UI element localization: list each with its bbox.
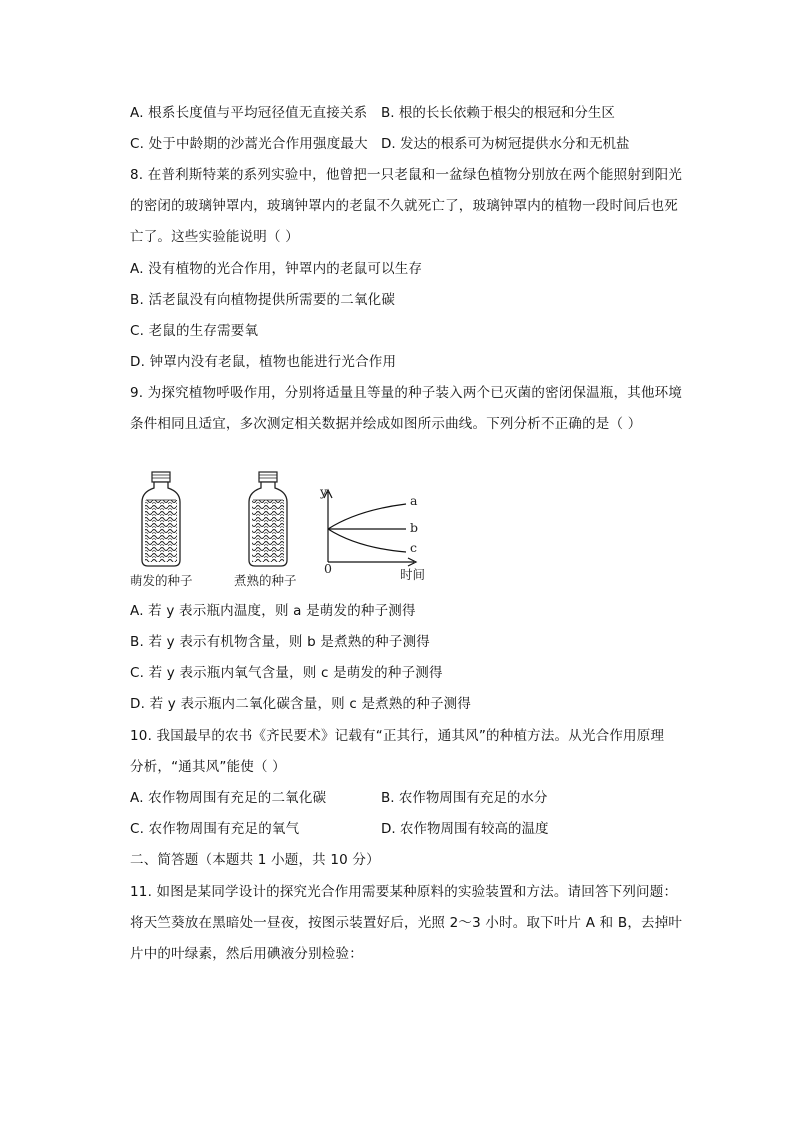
q11-stem-line-3: 片中的叶绿素，然后用碘液分别检验： — [130, 946, 363, 962]
origin-label: 0 — [324, 561, 332, 576]
q7-option-a: A. 根系长度值与平均冠径值无直接关系 — [130, 105, 368, 121]
jar1-label: 萌发的种子 — [130, 573, 193, 588]
q10-option-b: B. 农作物周围有充足的水分 — [381, 790, 548, 806]
curve-graph — [324, 490, 419, 566]
q9-option-c: C. 若 y 表示瓶内氧气含量，则 c 是萌发的种子测得 — [130, 665, 443, 681]
curve-a — [328, 504, 406, 529]
q8-option-b: B. 活老鼠没有向植物提供所需要的二氧化碳 — [130, 292, 396, 308]
section-heading: 二、简答题（本题共 1 小题，共 10 分） — [130, 852, 380, 868]
q7-option-c: C. 处于中龄期的沙蒿光合作用强度最大 — [130, 136, 368, 152]
q9-stem-line-1: 9. 为探究植物呼吸作用，分别将适量且等量的种子装入两个已灭菌的密闭保温瓶，其他环境 — [130, 385, 683, 401]
q7-option-b: B. 根的长长依赖于根尖的根冠和分生区 — [381, 105, 615, 121]
curve-c — [328, 529, 406, 552]
q8-option-a: A. 没有植物的光合作用，钟罩内的老鼠可以生存 — [130, 261, 423, 277]
jar-germinating-seeds — [142, 472, 180, 566]
q10-stem-line-2: 分析，“通其风”能使（ ） — [130, 759, 286, 775]
q10-stem-line-1: 10. 我国最早的农书《齐民要术》记载有“正其行，通其风”的种植方法。从光合作用原理 — [130, 728, 665, 744]
curve-b-label: b — [410, 520, 419, 535]
curve-a-label: a — [410, 493, 418, 508]
curve-c-label: c — [410, 540, 418, 555]
q8-option-c: C. 老鼠的生存需要氧 — [130, 323, 259, 339]
q8-stem-line-1: 8. 在普利斯特莱的系列实验中，他曾把一只老鼠和一盆绿色植物分别放在两个能照射到阳光 — [130, 167, 683, 183]
q9-figure — [128, 468, 448, 590]
q9-option-a: A. 若 y 表示瓶内温度，则 a 是萌发的种子测得 — [130, 603, 416, 619]
q7-option-d: D. 发达的根系可为树冠提供水分和无机盐 — [381, 136, 630, 152]
jar-cooked-seeds — [249, 472, 287, 566]
q8-stem-line-2: 的密闭的玻璃钟罩内，玻璃钟罩内的老鼠不久就死亡了，玻璃钟罩内的植物一段时间后也死 — [130, 198, 678, 214]
q11-stem-line-1: 11. 如图是某同学设计的探究光合作用需要某种原料的实验装置和方法。请回答下列问题： — [130, 884, 678, 900]
q10-option-a: A. 农作物周围有充足的二氧化碳 — [130, 790, 327, 806]
q8-stem-line-3: 亡了。这些实验能说明（ ） — [130, 229, 299, 245]
q10-option-d: D. 农作物周围有较高的温度 — [381, 821, 549, 837]
q9-stem-line-2: 条件相同且适宜，多次测定相关数据并绘成如图所示曲线。下列分析不正确的是（ ） — [130, 416, 642, 432]
jar2-label: 煮熟的种子 — [234, 573, 297, 588]
y-axis-label: y — [320, 484, 328, 499]
q11-stem-line-2: 将天竺葵放在黑暗处一昼夜，按图示装置好后，光照 2～3 小时。取下叶片 A 和 B，去掉叶 — [130, 915, 683, 931]
q9-option-b: B. 若 y 表示有机物含量，则 b 是煮熟的种子测得 — [130, 634, 430, 650]
x-axis-label: 时间 — [400, 567, 426, 582]
q8-option-d: D. 钟罩内没有老鼠，植物也能进行光合作用 — [130, 354, 397, 370]
q10-option-c: C. 农作物周围有充足的氧气 — [130, 821, 300, 837]
q9-option-d: D. 若 y 表示瓶内二氧化碳含量，则 c 是煮熟的种子测得 — [130, 696, 472, 712]
